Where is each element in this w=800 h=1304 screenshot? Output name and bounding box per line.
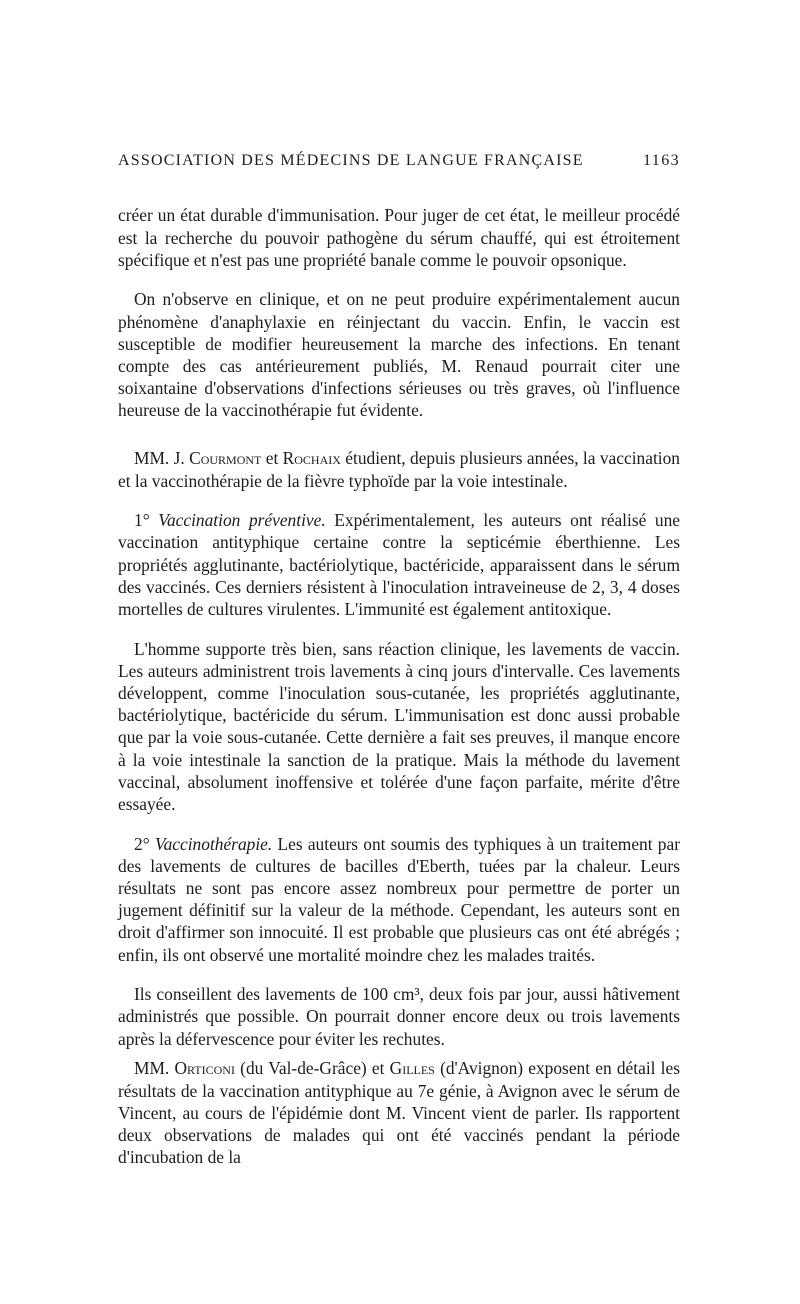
author-rochaix: Rochaix <box>282 448 341 469</box>
section-number-1: 1° <box>134 510 159 531</box>
intro-rest: étudient, depuis plusieurs années, la vaccination et la vaccinothérapie de la fièvre typhoïde par la voie intestinale. <box>118 448 680 491</box>
intro-mid: et <box>261 448 283 469</box>
author-courmont: Courmont <box>189 448 262 469</box>
intro-prefix: MM. J. <box>134 448 190 469</box>
intro-mid-2: (du Val-de-Grâce) et <box>234 1058 390 1079</box>
author-gilles: Gilles <box>389 1058 435 1079</box>
paragraph-lavements: L'homme supporte très bien, sans réaction clinique, les lavements de vaccin. Les auteurs administrent trois lavements à cinq jours d'intervalle. Ces lavements développent, comme l'inoculation sous-cutanée, les propriétés agglutinante, bactériolytique, bactéricide du sérum. L'immunisation est donc aussi probable que par la voie sous-cutanée. Cette dernière a fait ses preuves, il manque encore à la voie intestinale la sanction de la pratique. Mais la méthode du lavement vaccinal, absolument inoffensive et tolérée d'une façon parfaite, mérite d'être essayée. <box>118 638 680 815</box>
section-orticoni-gilles <box>118 1040 680 1186</box>
paragraph-intro-courmont <box>118 447 680 491</box>
paragraph-vaccination-preventive <box>118 509 680 620</box>
paragraph-anaphylaxie: On n'observe en clinique, et on ne peut produire expérimentalement aucun phénomène d'anaphylaxie en réinjectant du vaccin. Enfin, le vaccin est susceptible de modifier heureusement la marche des infections. En tenant compte des cas antérieurement publiés, M. Renaud pourrait citer une soixantaine d'observations d'infections sérieuses ou très graves, où l'influence heureuse de la vaccinothérapie fut évidente. <box>118 289 680 421</box>
paragraph-intro-orticoni <box>118 1057 680 1168</box>
section-vaccinotherapie-renaud <box>118 187 680 439</box>
page-number: 1163 <box>642 152 680 169</box>
section-courmont-rochaix <box>118 430 680 1067</box>
running-header <box>118 152 680 172</box>
text-vaccination-preventive: Expérimentalement, les auteurs ont réalisé une vaccination antityphique certaine contre la septicémie éberthienne. Les propriétés agglutinante, bactériolytique, bactéricide, apparaissent dans le sérum des vaccinés. Ces derniers résistent à l'inoculation intraveineuse de 2, 3, 4 doses mortelles de cultures virulentes. L'immunité est également antitoxique. <box>118 510 681 619</box>
paragraph-immunisation: créer un état durable d'immunisation. Pour juger de cet état, le meilleur procédé est la recherche du pouvoir pathogène du sérum chauffé, qui est étroitement spécifique et n'est pas une propriété banale comme le pouvoir opsonique. <box>118 205 680 270</box>
paragraph-vaccinotherapie <box>118 833 680 966</box>
intro-prefix-2: MM. <box>134 1058 175 1079</box>
intro-rest-2: (d'Avignon) exposent en détail les résultats de la vaccination antityphique au 7e génie, à Avignon avec le sérum de Vincent, au cours de l'épidémie dont M. Vincent vient de parler. Ils rapportent deux observations de malades qui ont été vaccinés pendant la période d'incubation de la <box>118 1058 680 1168</box>
paragraph-conseil: Ils conseillent des lavements de 100 cm³, deux fois par jour, aussi hâtivement administrés que possible. On pourrait donner encore deux ou trois lavements après la défervescence pour éviter les rechutes. <box>118 984 680 1049</box>
heading-vaccination-preventive: Vaccination préventive. <box>158 510 326 531</box>
heading-vaccinotherapie: Vaccinothérapie. <box>154 833 273 854</box>
text-vaccinotherapie: Les auteurs ont soumis des typhiques à un traitement par des lavements de cultures de bacilles d'Eberth, tuées par la chaleur. Leurs résultats ne sont pas encore assez nombreux pour permettre de porter un jugement définitif sur la valeur de la méthode. Cependant, les auteurs sont en droit d'affirmer son innocuité. Il est probable que plusieurs cas ont été abrégés ; enfin, ils ont observé une mortalité moindre chez les malades traités. <box>118 833 681 965</box>
running-title: ASSOCIATION DES MÉDECINS DE LANGUE FRANÇAISE <box>118 152 584 169</box>
section-number-2: 2° <box>134 833 155 854</box>
author-orticoni: Orticoni <box>174 1058 235 1079</box>
